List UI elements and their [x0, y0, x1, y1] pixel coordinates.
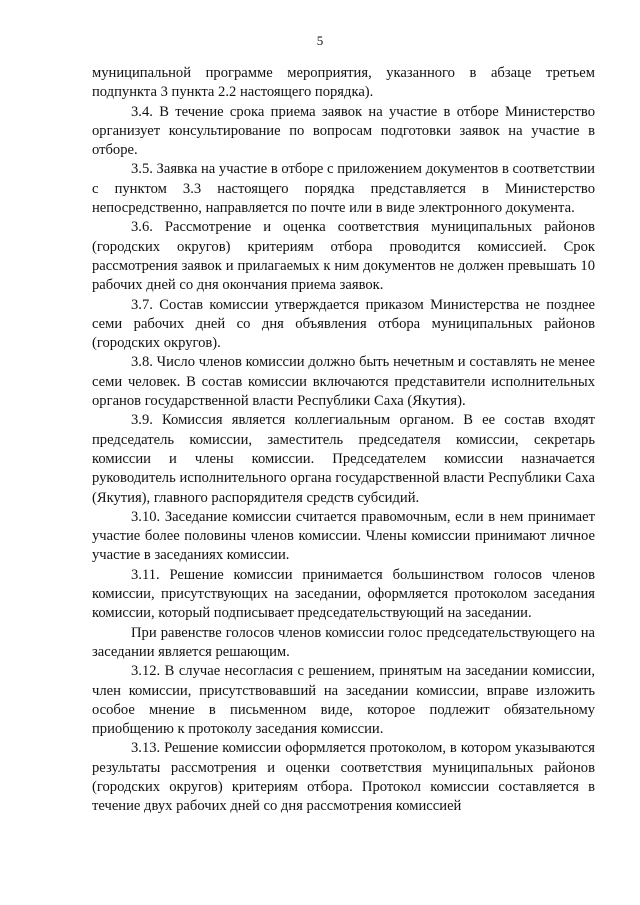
paragraph-3-13: 3.13. Решение комиссии оформляется протоколом, в котором указываются результаты рассмотрения и оценки соответствия муниципальных районов (городских округов) критериям отбора. Протокол комиссии составляется в течение двух рабочих дней со дня рассмотрения комиссией — [92, 740, 595, 815]
body-text — [92, 64, 595, 817]
paragraph-3-8: 3.8. Число членов комиссии должно быть нечетным и составлять не менее семи человек. В состав комиссии включаются представители исполнительных органов государственной власти Республики Саха (Якутия). — [92, 354, 595, 410]
paragraph-3-7: 3.7. Состав комиссии утверждается приказом Министерства не позднее семи рабочих дней со дня объявления отбора муниципальных районов (городских округов). — [92, 296, 595, 352]
paragraph-3-9: 3.9. Комиссия является коллегиальным органом. В ее состав входят председатель комиссии, заместитель председателя комиссии, секретарь комиссии и члены комиссии. Председателем комиссии назначается руководитель исполнительного органа государственной власти Республики Саха (Якутия), главного распорядителя средств субсидий. — [92, 412, 595, 506]
paragraph-continuation: муниципальной программе мероприятия, указанного в абзаце третьем подпункта 3 пункта 2.2 настоящего порядка). — [92, 65, 595, 101]
paragraph-3-6: 3.6. Рассмотрение и оценка соответствия муниципальных районов (городских округов) критериям отбора проводится комиссией. Срок рассмотрения заявок и прилагаемых к ним документов не должен превышать 10 рабочих дней со дня окончания приема заявок. — [92, 219, 595, 294]
paragraph-3-4: 3.4. В течение срока приема заявок на участие в отборе Министерство организует консультирование по вопросам подготовки заявок на участие в отборе. — [92, 103, 595, 159]
paragraph-3-11: 3.11. Решение комиссии принимается большинством голосов членов комиссии, присутствующих на заседании, оформляется протоколом заседания комиссии, который подписывает председательствующий на заседании. — [92, 566, 595, 622]
paragraph-3-10: 3.10. Заседание комиссии считается правомочным, если в нем принимает участие более половины членов комиссии. Члены комиссии принимают личное участие в заседаниях комиссии. — [92, 508, 595, 564]
paragraph-3-11-tie-vote: При равенстве голосов членов комиссии голос председательствующего на заседании является решающим. — [92, 624, 595, 660]
page-number: 5 — [316, 33, 324, 48]
paragraph-3-5: 3.5. Заявка на участие в отборе с приложением документов в соответствии с пунктом 3.3 настоящего порядка представляется в Министерство непосредственно, направляется по почте или в виде электронного документа. — [92, 161, 595, 217]
paragraph-3-12: 3.12. В случае несогласия с решением, принятым на заседании комиссии, член комиссии, присутствовавший на заседании комиссии, вправе изложить особое мнение в письменном виде, которое подлежит обязательному приобщению к протоколу заседания комиссии. — [92, 663, 595, 738]
